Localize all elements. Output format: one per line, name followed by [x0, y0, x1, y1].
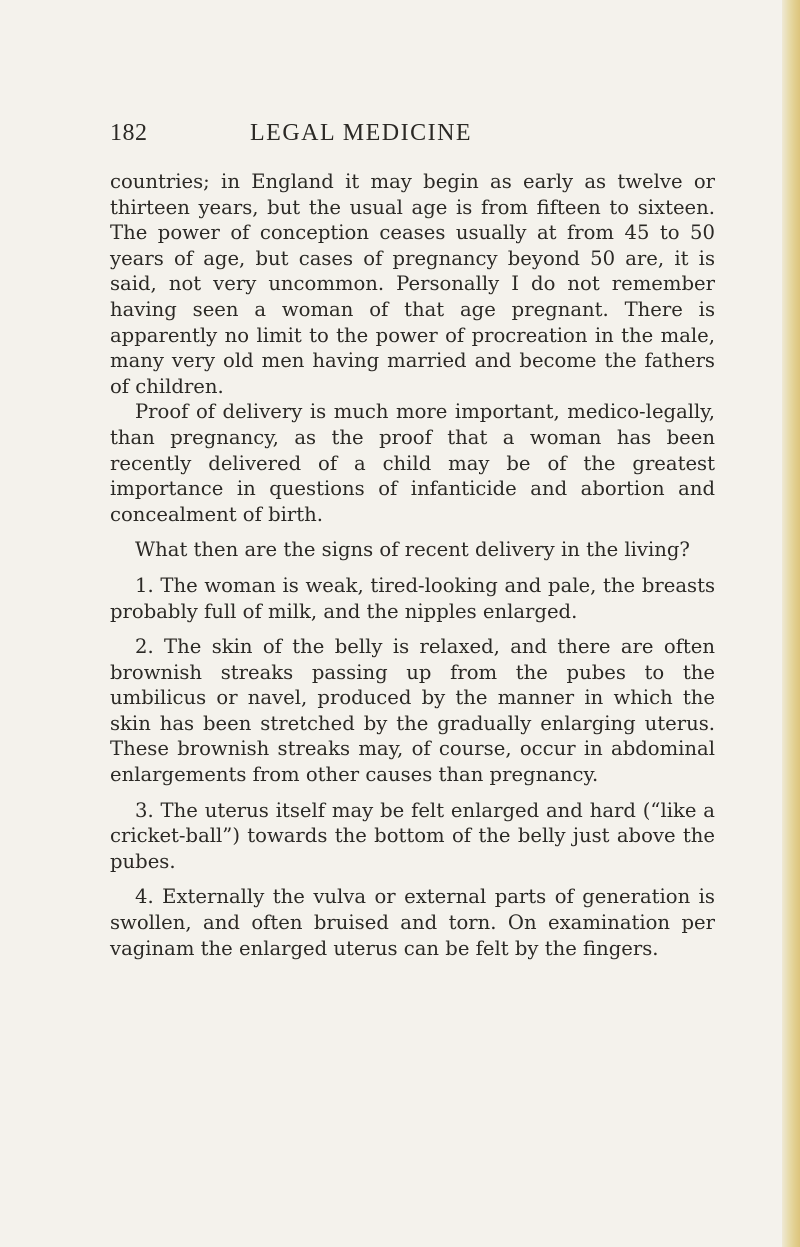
list-item-sign-3: 3. The uterus itself may be felt enlarged and hard (“like a cricket-ball”) towards the bottom of the belly just above the pubes.: [110, 798, 715, 873]
paragraph-proof-of-delivery: Proof of delivery is much more important, medico-legally, than pregnancy, as the proof that a woman has been recently delivered of a child may be of the greatest importance in questions of infanticide and abortion and concealment of birth.: [110, 400, 715, 526]
list-item-sign-2: 2. The skin of the belly is relaxed, and there are often brownish streaks passing up from the pubes to the umbilicus or navel, produced by the manner in which the skin has been stretched by the gradually enlarging uterus. These brownish streaks may, of course, occur in abdominal enlargements from other causes than pregnancy.: [110, 635, 715, 787]
running-title: LEGAL MEDICINE: [250, 120, 473, 146]
running-head: [110, 120, 710, 150]
list-item-sign-1: 1. The woman is weak, tired-looking and pale, the breasts probably full of milk, and the nipples enlarged.: [110, 573, 715, 623]
page-edge: [782, 0, 800, 1247]
list-item-sign-4: 4. Externally the vulva or external parts of generation is swollen, and often bruised and torn. On examination per vaginam the enlarged uterus can be felt by the fingers.: [110, 885, 715, 960]
page-number: 182: [110, 120, 148, 146]
text-block: [110, 169, 715, 961]
paragraph-signs-question: What then are the signs of recent delivery in the living?: [135, 538, 690, 562]
paragraph-continuation: countries; in England it may begin as early as twelve or thirteen years, but the usual age is from fifteen to sixteen. The power of conception ceases usually at from 45 to 50 years of age, but cases of pregnancy beyond 50 are, it is said, not very uncommon. Personally I do not remember having seen a woman of that age pregnant. There is apparently no limit to the power of procreation in the male, many very old men having married and become the fathers of children.: [110, 170, 715, 398]
